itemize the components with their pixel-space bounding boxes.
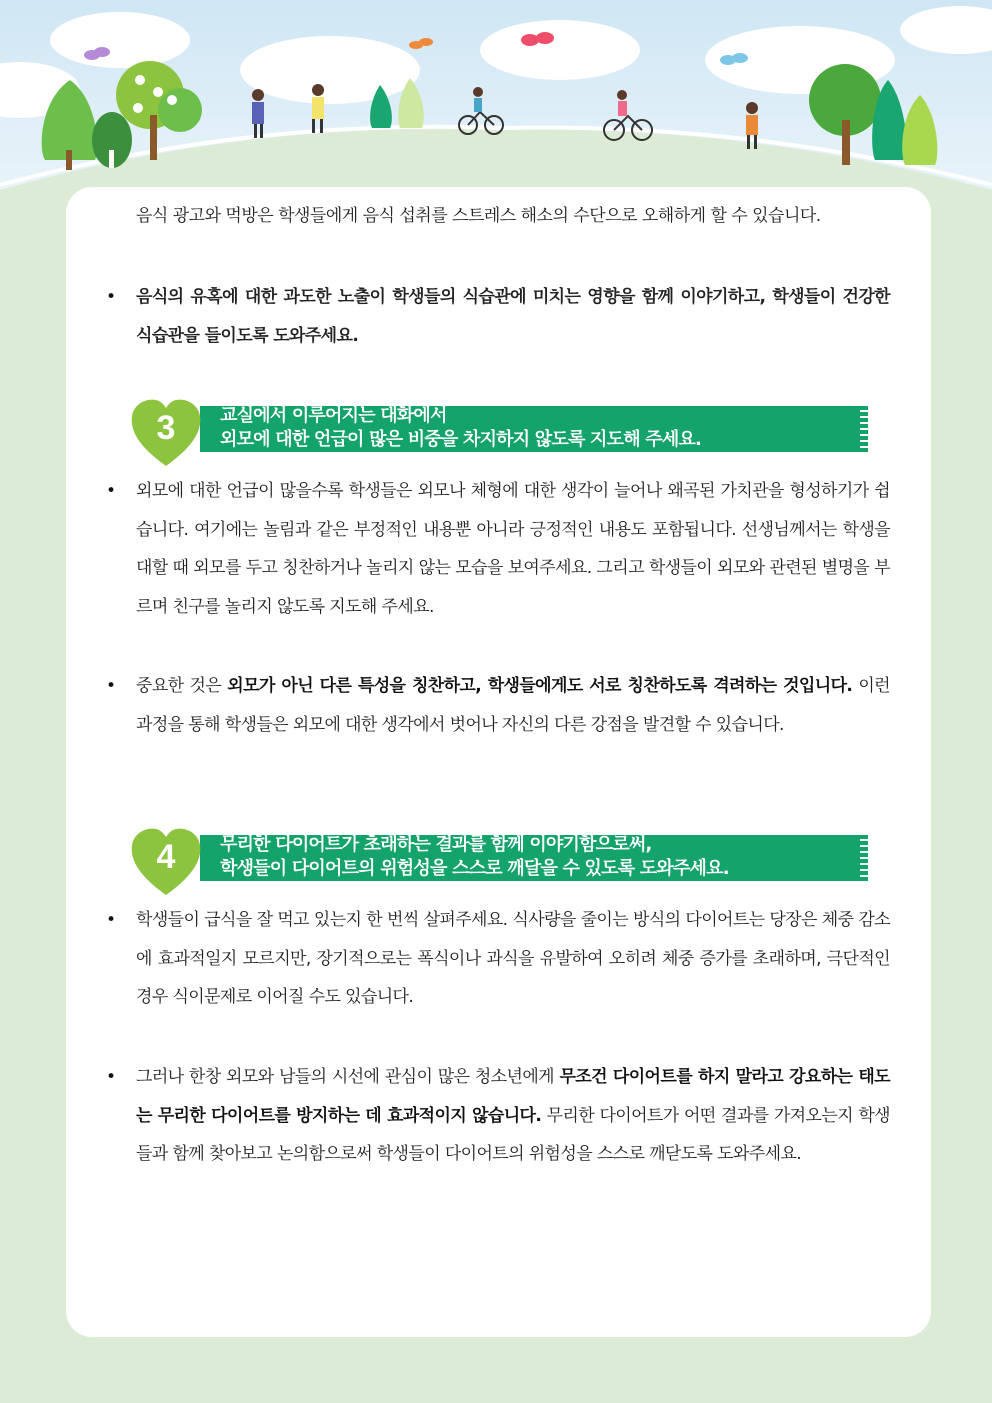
intro-text: 음식 광고와 먹방은 학생들에게 음식 섭취를 스트레스 해소의 수단으로 오해하게 할 수 있습니다. (136, 206, 821, 226)
section-number: 3 (156, 409, 176, 447)
bullet-dot: • (106, 910, 117, 930)
bullet-dot: • (106, 1067, 117, 1087)
bullet-dot: • (106, 481, 117, 501)
bullet-emphasis: 무조건 다이어트를 하지 말라고 강요하는 태도는 무리한 다이어트를 방지하는 데 효과적이지 않습니다. (136, 1067, 890, 1126)
section-title-line2: 외모에 대한 언급이 많은 비중을 차지하지 않도록 지도해 주세요. (220, 429, 702, 450)
tree-icon (92, 112, 132, 168)
section-title (220, 833, 729, 881)
section-number: 4 (156, 838, 176, 876)
bullet-school-meals: 학생들이 급식을 잘 먹고 있는지 한 번씩 살펴주세요. 식사량을 줄이는 방식의 다이어트는 당장은 체중 감소에 효과적일지 모르지만, 장기적으로는 폭식이나 과식을 유발하여 오히려 체중 증가를 초래하며, 극단적인 경우 식이문제로 이어질 수도 있습니다. (136, 910, 890, 1007)
bullet-text: 이런 과정을 통해 학생들은 외모에 대한 생각에서 벗어나 자신의 다른 강점을 발견할 수 있습니다. (136, 676, 890, 735)
bullet-appearance-comments: 외모에 대한 언급이 많을수록 학생들은 외모나 체형에 대한 생각이 늘어나 왜곡된 가치관을 형성하기가 쉽습니다. 여기에는 놀림과 같은 부정적인 내용뿐 아니라 긍정적인 내용도 포함됩니다. 선생님께서는 학생을 대할 때 외모를 두고 칭찬하거나 놀리지 않는 모습을 보여주세요. 그리고 학생들이 외모와 관련된 별명을 부르며 친구를 놀리지 않도록 지도해 주세요. (136, 481, 890, 617)
bullet-dot: • (106, 676, 117, 696)
bullet-text: 무리한 다이어트가 어떤 결과를 가져오는지 학생들과 함께 찾아보고 논의함으로써 학생들이 다이어트의 위험성을 스스로 깨닫도록 도와주세요. (136, 1105, 890, 1164)
section-title-line1: 무리한 다이어트가 초래하는 결과를 함께 이야기함으로써, (220, 834, 652, 855)
bullet-text: 그러나 한창 외모와 남들의 시선에 관심이 많은 청소년에게 (136, 1067, 560, 1087)
section-title (220, 404, 701, 452)
bullet-dot: • (106, 287, 117, 307)
section-title-line1: 교실에서 이루어지는 대화에서 (220, 405, 447, 426)
bullet-text: 중요한 것은 (136, 676, 228, 696)
bullet-diet-discussion (136, 1058, 890, 1174)
bullet-emphasis: 외모가 아닌 다른 특성을 칭찬하고, 학생들에게도 서로 칭찬하도록 격려하는 것입니다. (227, 676, 853, 696)
bullet-food-exposure: 음식의 유혹에 대한 과도한 노출이 학생들의 식습관에 미치는 영향을 함께 이야기하고, 학생들이 건강한 식습관을 들이도록 도와주세요. (136, 287, 890, 346)
section-title-line2: 학생들이 다이어트의 위험성을 스스로 깨달을 수 있도록 도와주세요. (220, 858, 729, 879)
section-4-header (128, 825, 868, 897)
section-3-header (128, 396, 868, 468)
bullet-praise-traits (136, 667, 890, 744)
